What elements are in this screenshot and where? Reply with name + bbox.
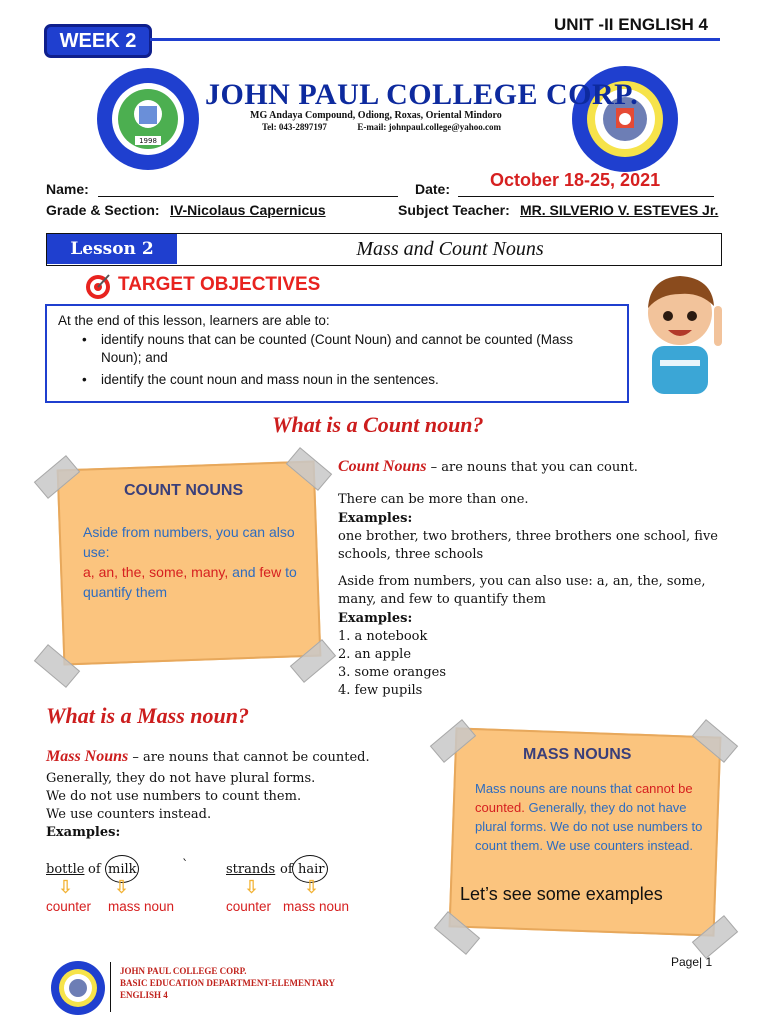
footer-divider [110,962,111,1012]
teacher-value: MR. SILVERIO V. ESTEVES Jr. [520,202,719,218]
footer-line2: BASIC EDUCATION DEPARTMENT-ELEMENTARY [120,978,336,988]
footer-line3: ENGLISH 4 [120,990,168,1000]
objectives-heading: TARGET OBJECTIVES [118,274,321,295]
mass-card-red: cannot be counted. [475,781,693,815]
count-examples-label-2: Examples: [338,611,413,626]
name-label: Name: [46,181,89,197]
count-line2: There can be more than one. [338,492,529,507]
target-icon [84,272,112,300]
lesson-number: Lesson 2 [47,234,177,264]
arrow-down-icon: ⇩ [244,877,260,898]
boy-illustration [630,268,735,398]
count-card-title: COUNT NOUNS [124,482,244,499]
mass-card-line: Generally, they do not have plural forms. We do not use numbers to count them. We use counters instead. [475,800,703,853]
count-card-line: quantify them [83,584,168,600]
count-list-item: 1. a notebook [338,629,428,644]
page-label-text: Page| [671,955,703,969]
count-list-item: 4. few pupils [338,683,423,698]
counter-label: counter [226,899,272,914]
date-label: Date: [415,181,451,197]
arrow-down-icon: ⇩ [304,877,320,898]
count-definition [338,458,728,477]
count-noun-heading: What is a Count noun? [272,412,484,437]
mass-card-line: Mass nouns are nouns that [475,781,632,796]
mass-definition-text: – are nouns that cannot be counted. [128,750,370,765]
example-mass-noun: hair [298,862,325,877]
date-field-line [458,196,714,197]
count-examples-label: Examples: [338,511,413,526]
seal-year: 1998 [139,137,157,145]
school-email: E-mail: johnpaul.college@yahoo.com [357,122,502,132]
objective-item: identify nouns that can be counted (Count Noun) and cannot be counted (Mass Noun); and [101,332,574,365]
example-mass-noun: milk [108,862,137,877]
arrow-down-icon: ⇩ [114,877,130,898]
example-of: of [280,862,293,877]
mass-line2: Generally, they do not have plural forms. [46,771,316,786]
mass-definition [46,748,426,767]
school-name: JOHN PAUL COLLEGE CORP. [205,78,639,111]
objectives-intro: At the end of this lesson, learners are able to: [58,313,330,328]
unit-title: UNIT -II ENGLISH 4 [554,15,708,34]
week-badge: WEEK 2 [44,24,152,58]
school-contact [262,122,501,132]
grade-value: IV-Nicolaus Capernicus [170,202,326,218]
mass-noun-label: mass noun [108,899,175,914]
count-card-to: to [285,564,297,580]
count-term: Count Nouns [338,458,427,475]
mass-card-footer: Let’s see some examples [460,884,663,904]
name-field[interactable] [98,196,398,197]
count-card-text [83,522,303,602]
bullet-icon: • [82,332,87,347]
mass-card-text [475,779,703,855]
counter-label: counter [46,899,92,914]
mass-noun-heading: What is a Mass noun? [46,703,249,728]
footer-line1: JOHN PAUL COLLEGE CORP. [120,966,247,976]
bullet-icon: • [82,372,87,387]
backtick-mark: ` [182,858,189,873]
school-seal-left [95,66,201,172]
count-card-words: a, an, the, some, many, [83,564,229,580]
header-rule [150,38,720,41]
lesson-title: Mass and Count Nouns [356,237,544,260]
count-list-item: 2. an apple [338,647,412,662]
arrow-down-icon: ⇩ [58,877,74,898]
school-address: MG Andaya Compound, Odiong, Roxas, Oriental Mindoro [250,110,502,121]
example-counter: bottle [46,862,85,877]
count-definition-text: – are nouns that you can count. [426,460,638,475]
count-card-line: Aside from numbers, you can also use: [83,524,295,560]
teacher-label: Subject Teacher: [398,202,510,218]
count-card-few: few [259,564,282,580]
mass-noun-label: mass noun [283,899,350,914]
date-value: October 18-25, 2021 [490,170,661,190]
count-card-and: and [232,564,256,580]
school-tel: Tel: 043-2897197 [262,122,327,132]
mass-term: Mass Nouns [46,748,129,765]
mass-line4: We use counters instead. [46,807,212,822]
page-number: 1 [705,955,713,969]
count-examples-text: one brother, two brothers, three brothers one school, five schools, three schools [338,529,718,562]
example-of: of [88,862,101,877]
count-list-item: 3. some oranges [338,665,447,680]
example-counter: strands [226,862,276,877]
page-label [671,955,712,969]
objective-item: identify the count noun and mass noun in the sentences. [101,372,439,387]
count-aside-text: Aside from numbers, you can also use: a, an, the, some, many, and few to quantify them [338,574,706,607]
mass-card-title: MASS NOUNS [523,746,632,763]
grade-label: Grade & Section: [46,202,160,218]
mass-line3: We do not use numbers to count them. [46,789,302,804]
mass-examples-label: Examples: [46,825,121,840]
footer-seal [50,960,106,1016]
